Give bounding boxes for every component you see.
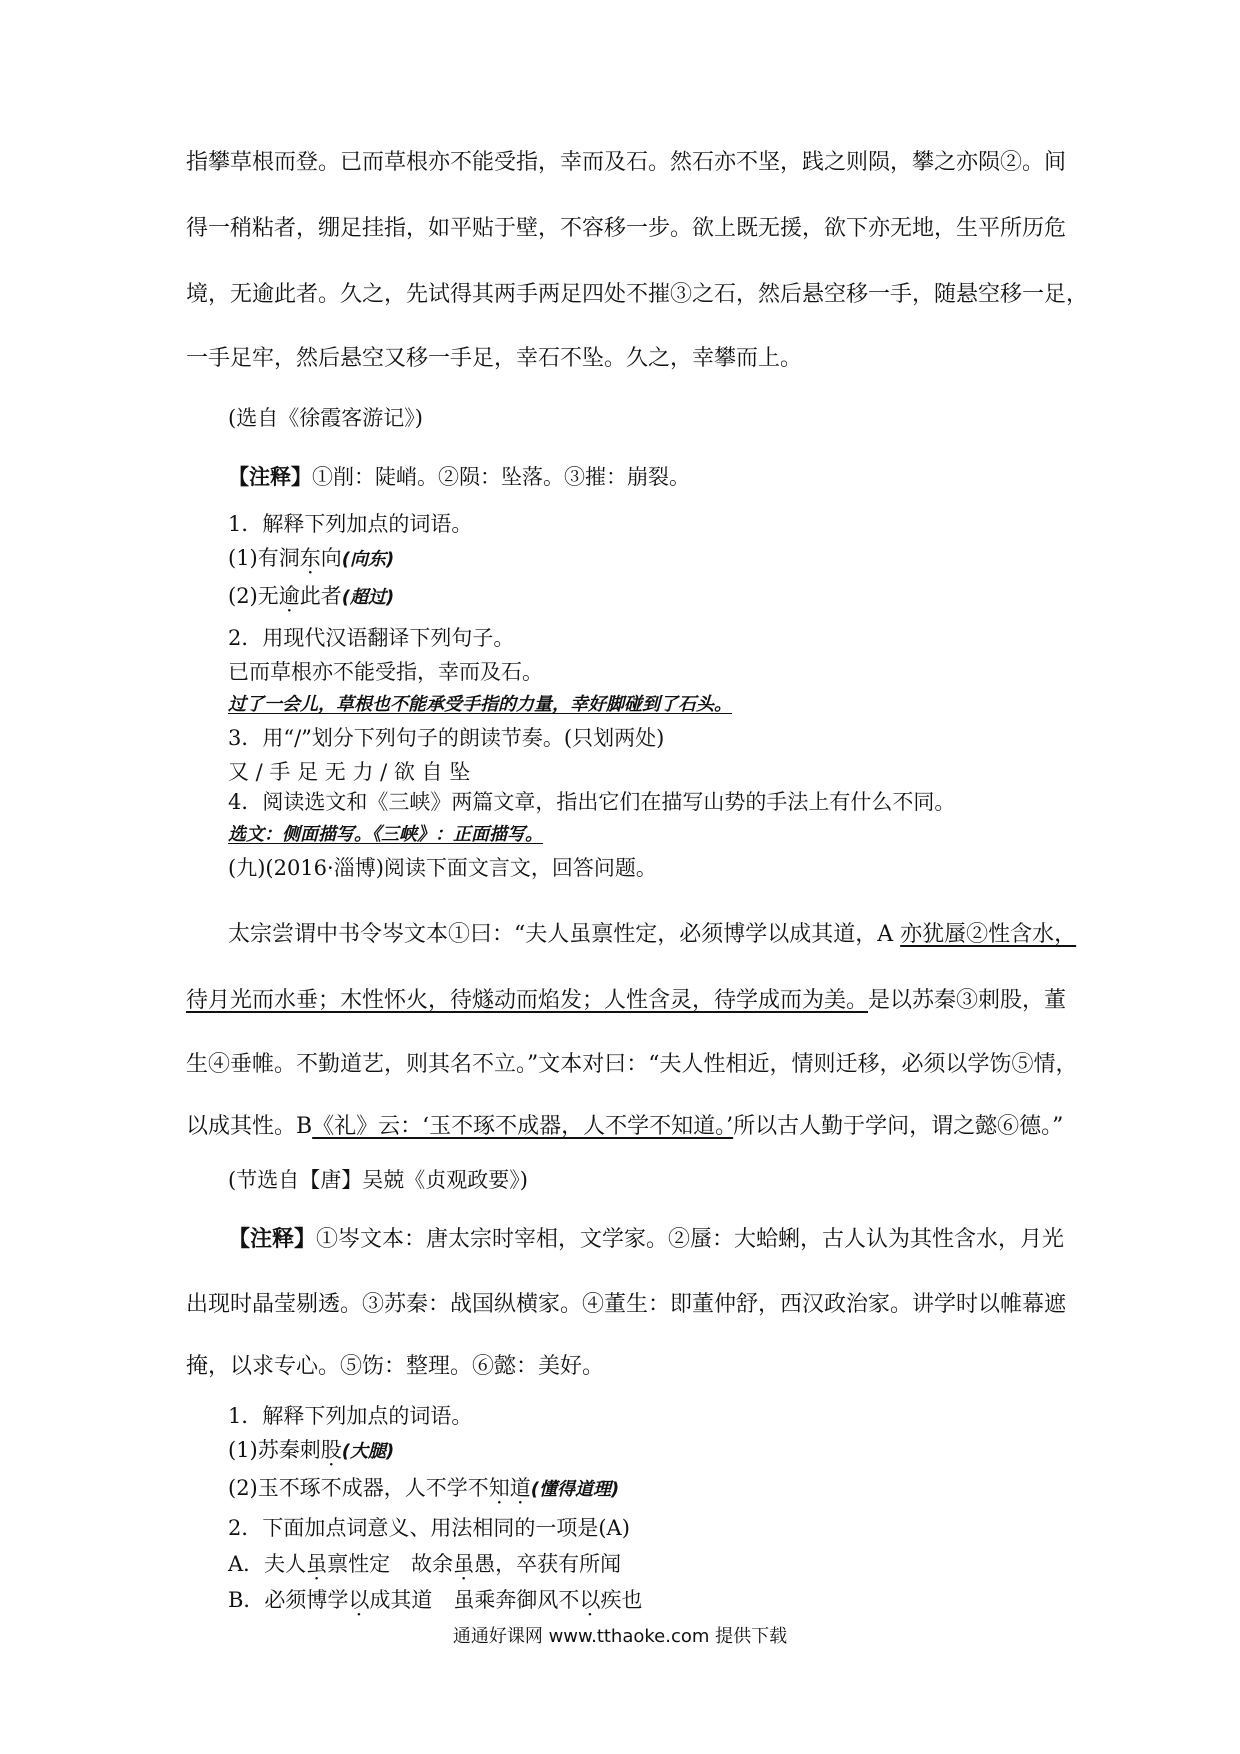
source-citation: (选自《徐霞客游记》)	[228, 406, 423, 430]
item-text: 向	[320, 546, 342, 570]
passage-text: 所以古人勤于学问，谓之懿⑥德。”	[733, 1114, 1064, 1139]
dotted-word: 股	[320, 1438, 342, 1462]
dotted-word: 东	[299, 546, 321, 570]
question-1-item-1	[228, 1438, 394, 1463]
question-2: 2．下面加点词意义、用法相同的一项是(A)	[228, 1516, 630, 1540]
item-text: (2)无	[228, 584, 279, 608]
answer-text: (向东)	[341, 549, 395, 570]
passage-line: 得一稍粘者，绷足挂指，如平贴于壁，不容移一步。欲上既无援，欲下亦无地，生平所历危	[186, 216, 1067, 241]
option-text: 禀性定 故余	[327, 1552, 454, 1576]
question-1: 1．解释下列加点的词语。	[228, 512, 473, 536]
underlined-sentence: 《礼》云：‘玉不琢不成器，人不学不知道。’	[312, 1114, 734, 1139]
question-2: 2．用现代汉语翻译下列句子。	[228, 626, 515, 650]
annotation-line	[228, 464, 690, 490]
item-text: (1)有洞	[228, 546, 300, 570]
option-text: A．夫人	[228, 1552, 307, 1576]
question-2-answer: 过了一会儿，草根也不能承受手指的力量，幸好脚碰到了石头。	[228, 694, 732, 715]
annotation-label: 【注释】	[228, 1226, 317, 1252]
dotted-word: 虽	[453, 1552, 475, 1576]
passage-line	[228, 922, 1077, 948]
question-1-item-1	[228, 546, 394, 571]
answer-text: (超过)	[341, 587, 395, 608]
question-4-answer: 选文：侧面描写。《三峡》：正面描写。	[228, 824, 543, 845]
option-text: 愚，卒获有所闻	[474, 1552, 622, 1576]
annotation-text: ①削：陡峭。②陨：坠落。③摧：崩裂。	[312, 465, 690, 489]
passage-text: 太宗尝谓中书令岑文本①曰：“夫人虽禀性定，必须博学以成其道，A	[228, 922, 901, 947]
answer-text: (懂得道理)	[530, 1479, 620, 1500]
passage-line: 境，无逾此者。久之，先试得其两手两足四处不摧③之石，然后悬空移一手，随悬空移一足，	[186, 282, 1089, 307]
passage-line: 一手足牢，然后悬空又移一手足，幸石不坠。久之，幸攀而上。	[186, 346, 803, 371]
annotation-label: 【注释】	[228, 464, 312, 489]
question-2-sentence: 已而草根亦不能受指，幸而及石。	[228, 660, 543, 684]
answer-text: (大腿)	[341, 1441, 395, 1462]
annotation-line	[228, 1226, 1065, 1253]
question-1-item-2	[228, 1476, 619, 1501]
option-b	[228, 1588, 642, 1613]
passage-line: 生④垂帷。不勤道艺，则其名不立。”文本对曰：“夫人性相近，情则迁移，必须以学饬⑤情，	[186, 1052, 1078, 1077]
dotted-word: 以	[348, 1588, 370, 1612]
option-text: 成其道 虽乘奔御风不	[369, 1588, 580, 1612]
passage-line: 指攀草根而登。已而草根亦不能受指，幸而及石。然石亦不坚，践之则陨，攀之亦陨②。间	[186, 150, 1067, 175]
passage-text: 是以苏秦③刺股，董	[868, 988, 1067, 1013]
annotation-line: 出现时晶莹剔透。③苏秦：战国纵横家。④董生：即董仲舒，西汉政治家。讲学时以帷幕遮	[186, 1292, 1067, 1317]
dotted-word: 以	[579, 1588, 601, 1612]
passage-line	[186, 1114, 1064, 1140]
question-3-answer: 又 / 手 足 无 力 / 欲 自 坠	[228, 760, 471, 784]
question-1-item-2	[228, 584, 394, 609]
dotted-word: 道	[509, 1476, 531, 1500]
question-1: 1．解释下列加点的词语。	[228, 1404, 473, 1428]
dotted-word: 知	[488, 1476, 510, 1500]
question-3: 3．用“/”划分下列句子的朗读节奏。(只划两处)	[228, 726, 665, 750]
section-heading: (九)(2016·淄博)阅读下面文言文，回答问题。	[228, 856, 657, 880]
dotted-word: 逾	[278, 584, 300, 608]
option-text: 疾也	[600, 1588, 643, 1612]
page-footer: 通通好课网 www.tthaoke.com 提供下载	[452, 1626, 788, 1647]
item-text: (1)苏秦刺	[228, 1438, 321, 1462]
dotted-word: 虽	[306, 1552, 328, 1576]
underlined-sentence: 待月光而水垂；木性怀火，待燧动而焰发；人性含灵，待学成而为美。	[186, 988, 869, 1013]
passage-text: 以成其性。B	[186, 1114, 313, 1139]
annotation-text: ①岑文本：唐太宗时宰相，文学家。②蜃：大蛤蜊，古人认为其性含水，月光	[316, 1227, 1065, 1252]
item-text: (2)玉不琢不成器，人不学不	[228, 1476, 489, 1500]
option-a	[228, 1552, 621, 1577]
annotation-line: 掩，以求专心。⑤饬：整理。⑥懿：美好。	[186, 1354, 605, 1379]
source-citation: (节选自【唐】吴兢《贞观政要》)	[228, 1168, 528, 1192]
question-4: 4．阅读选文和《三峡》两篇文章，指出它们在描写山势的手法上有什么不同。	[228, 790, 956, 814]
option-text: B．必须博学	[228, 1588, 349, 1612]
passage-line	[186, 988, 1067, 1014]
underlined-sentence: 亦犹蜃②性含水，	[900, 922, 1077, 947]
item-text: 此者	[299, 584, 342, 608]
